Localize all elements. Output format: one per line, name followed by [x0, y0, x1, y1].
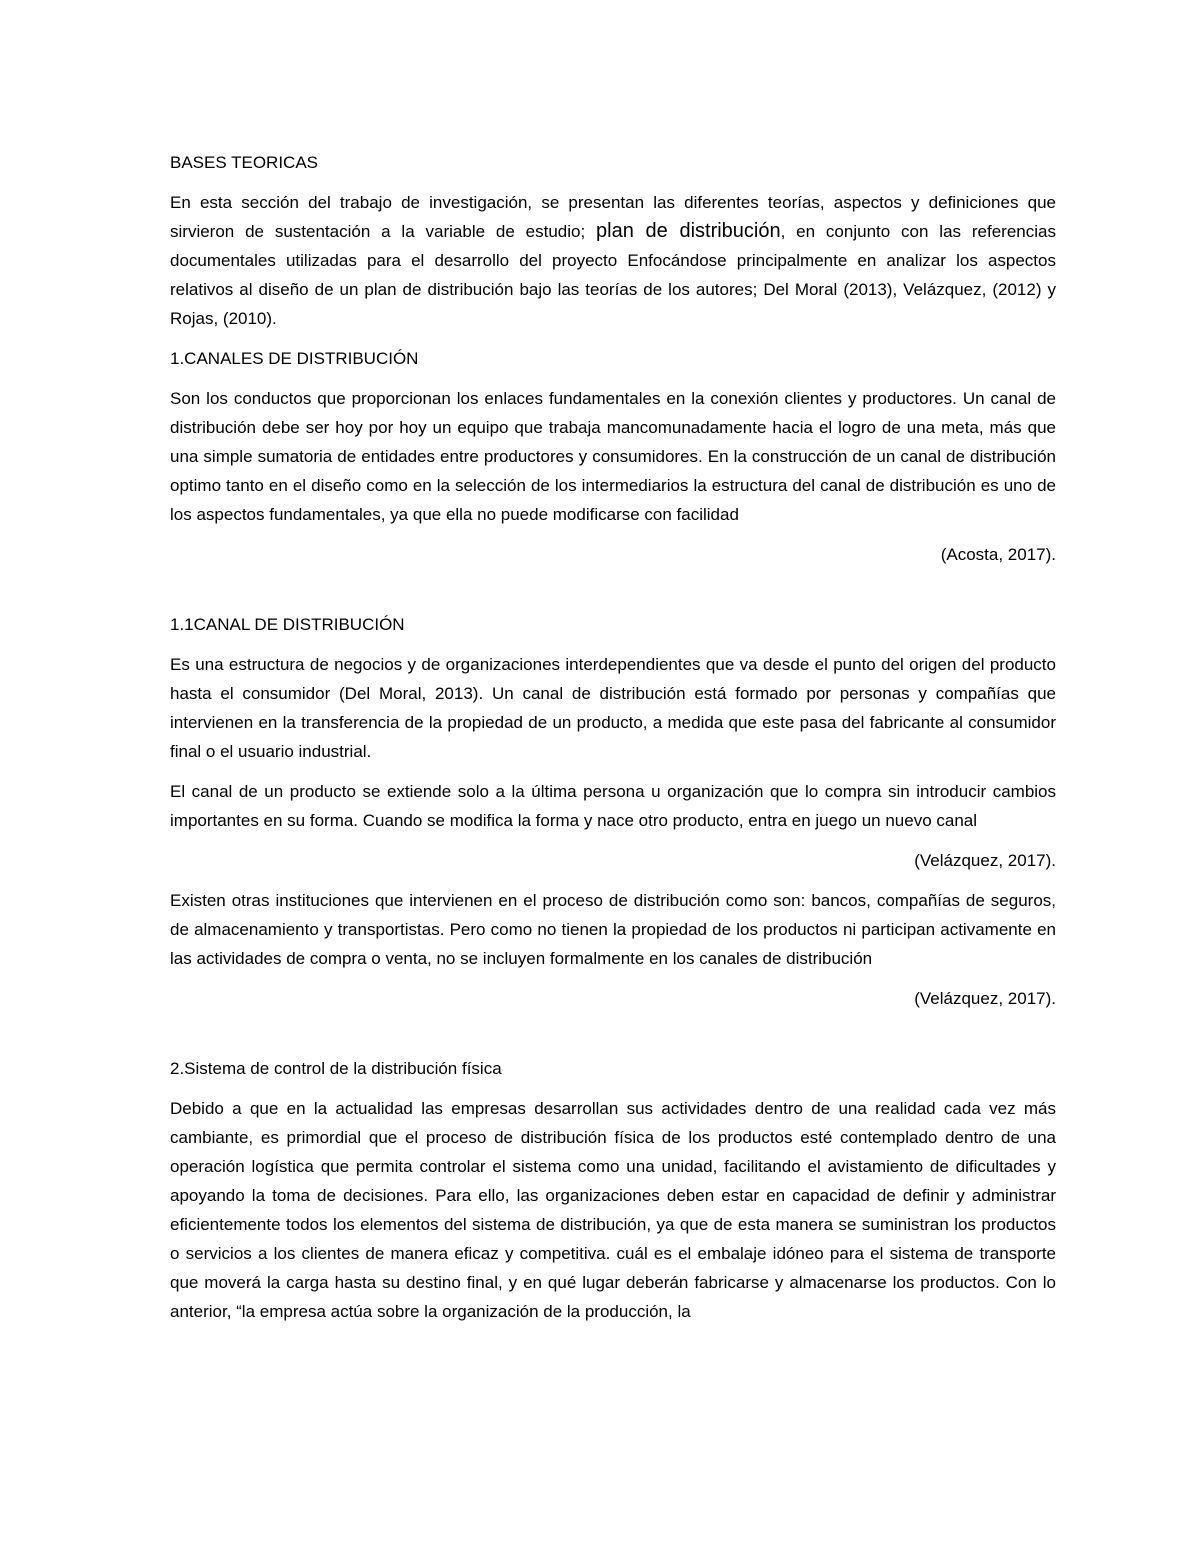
section-2-heading: 2.Sistema de control de la distribución física [170, 1059, 502, 1078]
intro-paragraph [170, 188, 1056, 333]
spacer [170, 1024, 1056, 1054]
section-1-1-paragraph-1: Es una estructura de negocios y de organizaciones interdependientes que va desde el punto del origen del producto hasta el consumidor (Del Moral, 2013). Un canal de distribución está formado por personas y compañías que intervienen en la transferencia de la propiedad de un producto, a medida que este pasa del fabricante al consumidor final o el usuario industrial. [170, 655, 1056, 761]
section-1-paragraph-1: Son los conductos que proporcionan los enlaces fundamentales en la conexión clientes y productores. Un canal de distribución debe ser hoy por hoy un equipo que trabaja mancomunadamente hacia el logro de una meta, más que una simple sumatoria de entidades entre productores y consumidores. En la construcción de un canal de distribución optimo tanto en el diseño como en la selección de los intermediarios la estructura del canal de distribución es uno de los aspectos fundamentales, ya que ella no puede modificarse con facilidad [170, 389, 1056, 524]
section-1-citation-1: (Acosta, 2017). [940, 545, 1056, 564]
document-title: BASES TEORICAS [170, 153, 319, 172]
section-1-1-heading: 1.1CANAL DE DISTRIBUCIÓN [170, 615, 405, 634]
section-2-paragraph-1: Debido a que en la actualidad las empresas desarrollan sus actividades dentro de una realidad cada vez más cambiante, es primordial que el proceso de distribución física de los productos esté contemplado dentro de una operación logística que permita controlar el sistema como una unidad, facilitando el avistamiento de dificultades y apoyando la toma de decisiones. Para ello, las organizaciones deben estar en capacidad de definir y administrar eficientemente todos los elementos del sistema de distribución, ya que de esta manera se suministran los productos o servicios a los clientes de manera eficaz y competitiva. cuál es el embalaje idóneo para el sistema de transporte que moverá la carga hasta su destino final, y en qué lugar deberán fabricarse y almacenarse los productos. Con lo anterior, “la empresa actúa sobre la organización de la producción, la [170, 1099, 1056, 1321]
section-1-1-paragraph-3: Existen otras instituciones que intervienen en el proceso de distribución como son: bancos, compañías de seguros, de almacenamiento y transportistas. Pero como no tienen la propiedad de los productos ni participan activamente en las actividades de compra o venta, no se incluyen formalmente en los canales de distribución [170, 891, 1056, 968]
section-1-heading: 1.CANALES DE DISTRIBUCIÓN [170, 349, 419, 368]
section-1-1-citation-1: (Velázquez, 2017). [914, 851, 1056, 870]
spacer [170, 580, 1056, 610]
section-1-1-citation-2: (Velázquez, 2017). [914, 989, 1056, 1008]
intro-text-end: , en conjunto con las referencias documentales utilizadas para el desarrollo del proyecto Enfocándose principalmente en analizar los aspectos relativos al diseño de un plan de distribución bajo las teorías de los autores; Del Moral (2013), Velázquez, (2012) y Rojas, (2010). [170, 222, 1056, 328]
intro-emphasis: plan de distribución [596, 220, 781, 242]
section-1-1-paragraph-2: El canal de un producto se extiende solo a la última persona u organización que lo compra sin introducir cambios importantes en su forma. Cuando se modifica la forma y nace otro producto, entra en juego un nuevo canal [170, 782, 1056, 830]
intro-text-start: En esta sección del trabajo de investigación, se presentan las diferentes teorías, aspectos y definiciones que sirvieron de sustentación a la variable de estudio; [170, 193, 1056, 241]
document-body [170, 148, 1056, 1337]
